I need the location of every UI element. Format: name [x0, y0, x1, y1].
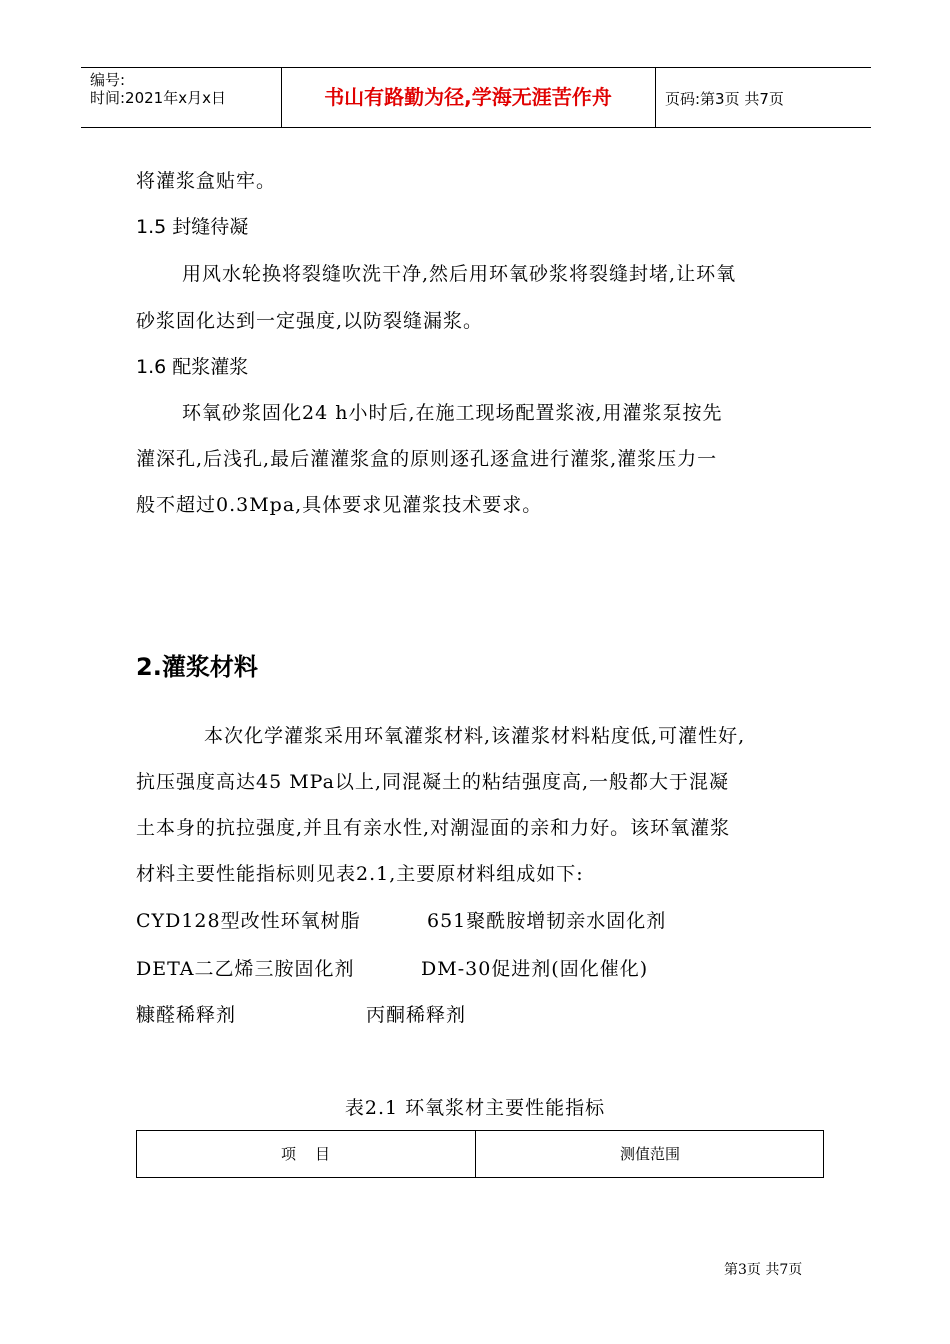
header-number-label: 编号: — [90, 71, 126, 89]
header-top-rule — [81, 67, 871, 68]
material-item: 651聚酰胺增韧亲水固化剂 — [427, 910, 667, 932]
body-line: 将灌浆盒贴牢。 — [136, 170, 277, 192]
paragraph-line: 抗压强度高达45 MPa以上,同混凝土的粘结强度高,一般都大于混凝 — [136, 771, 730, 793]
table-caption: 表2.1 环氧浆材主要性能指标 — [344, 1097, 606, 1119]
paragraph-line: 本次化学灌浆采用环氧灌浆材料,该灌浆材料粘度低,可灌性好, — [204, 725, 746, 747]
table-header-range: 测值范围 — [619, 1145, 680, 1163]
material-item: CYD128型改性环氧树脂 — [136, 910, 361, 932]
table-header-item: 项 目 — [280, 1145, 331, 1163]
material-item: 丙酮稀释剂 — [366, 1004, 467, 1026]
header-bottom-rule — [81, 127, 871, 128]
header-page-label: 页码:第3页 共7页 — [665, 90, 784, 108]
section-heading-1-5: 1.5 封缝待凝 — [136, 216, 249, 238]
material-item: DETA二乙烯三胺固化剂 — [136, 958, 355, 980]
paragraph-line: 般不超过0.3Mpa,具体要求见灌浆技术要求。 — [136, 494, 543, 516]
heading-2: 2.灌浆材料 — [136, 653, 258, 681]
paragraph-line: 灌深孔,后浅孔,最后灌灌浆盒的原则逐孔逐盒进行灌浆,灌浆压力一 — [136, 448, 718, 470]
material-item: 糠醛稀释剂 — [136, 1004, 237, 1026]
material-item: DM-30促进剂(固化催化) — [421, 958, 649, 980]
footer-page-number: 第3页 共7页 — [724, 1262, 803, 1278]
section-heading-1-6: 1.6 配浆灌浆 — [136, 356, 249, 378]
paragraph-line: 用风水轮换将裂缝吹洗干净,然后用环氧砂浆将裂缝封堵,让环氧 — [182, 263, 737, 285]
header-divider-right — [655, 67, 656, 128]
paragraph-line: 环氧砂浆固化24 h小时后,在施工现场配置浆液,用灌浆泵按先 — [182, 402, 723, 424]
paragraph-line: 砂浆固化达到一定强度,以防裂缝漏浆。 — [136, 310, 484, 332]
paragraph-line: 材料主要性能指标则见表2.1,主要原材料组成如下: — [136, 863, 584, 885]
header-date-label: 时间:2021年x月x日 — [90, 89, 226, 107]
header-motto: 书山有路勤为径,学海无涯苦作舟 — [324, 85, 612, 109]
paragraph-line: 土本身的抗拉强度,并且有亲水性,对潮湿面的亲和力好。该环氧灌浆 — [136, 817, 731, 839]
